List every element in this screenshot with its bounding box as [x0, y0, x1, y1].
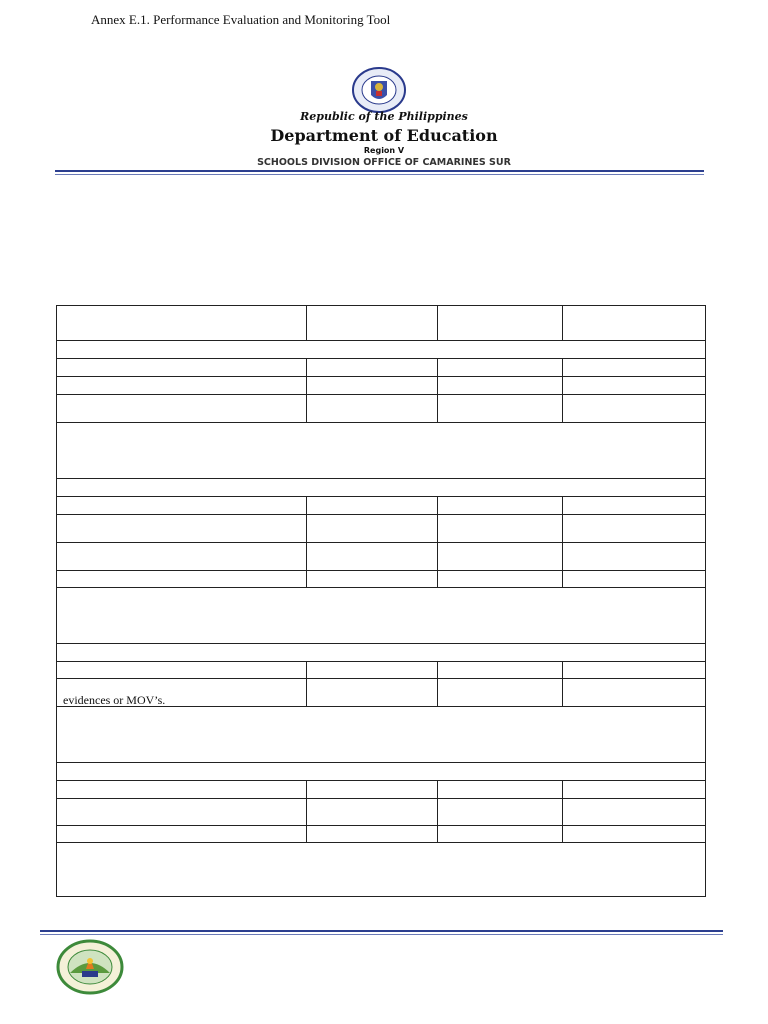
remarks-row: [57, 843, 705, 898]
table-header-row: [57, 306, 705, 341]
table-row: [57, 799, 705, 826]
table-row: [57, 359, 705, 377]
footer-rule: [40, 930, 723, 932]
republic-heading: Republic of the Philippines: [300, 110, 468, 123]
department-heading: Department of Education: [270, 126, 498, 145]
section-row: [57, 479, 705, 497]
mov-note: evidences or MOV’s.: [63, 693, 166, 707]
table-row: [57, 571, 705, 588]
table-header-cell: [438, 306, 563, 340]
deped-seal-icon: [351, 67, 407, 113]
table-header-cell: [307, 306, 438, 340]
division-label: SCHOOLS DIVISION OFFICE OF CAMARINES SUR: [257, 157, 511, 168]
table-row: [57, 497, 705, 515]
table-row: [57, 679, 705, 707]
division-seal-icon: [56, 939, 124, 995]
footer-rule-thin: [40, 934, 723, 935]
table-row: [57, 515, 705, 543]
region-label: Region V: [363, 146, 405, 155]
table-row: [57, 543, 705, 571]
header-rule: [55, 170, 704, 172]
evaluation-table: [56, 305, 706, 897]
remarks-row: [57, 588, 705, 644]
table-row: [57, 662, 705, 679]
remarks-row: [57, 423, 705, 479]
section-row: [57, 644, 705, 662]
header-rule-thin: [55, 174, 704, 175]
section-row: [57, 763, 705, 781]
table-row: [57, 395, 705, 423]
table-row: [57, 826, 705, 843]
table-header-cell: [57, 306, 307, 340]
table-row: [57, 781, 705, 799]
remarks-row: [57, 707, 705, 763]
table-row: [57, 377, 705, 395]
section-row: [57, 341, 705, 359]
annex-title: Annex E.1. Performance Evaluation and Monitoring Tool: [91, 12, 391, 27]
